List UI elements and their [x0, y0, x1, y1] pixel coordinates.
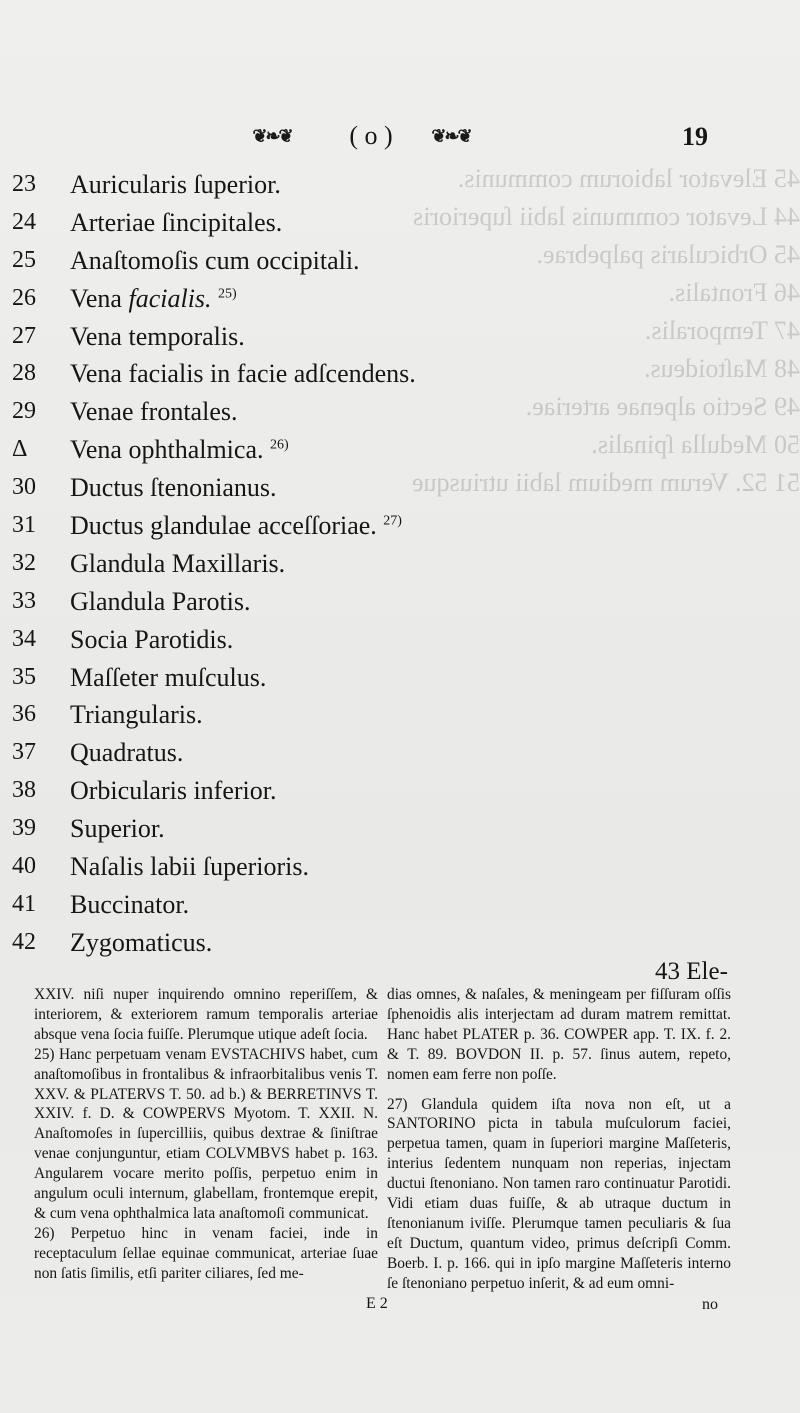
legend-text	[70, 507, 402, 545]
legend-row	[0, 924, 560, 962]
header-center-mark: ( o )	[349, 121, 393, 150]
footnotes-left-column	[34, 985, 378, 1284]
show-through-line: 47 Temporalis.	[644, 316, 800, 345]
legend-number: 33	[12, 587, 36, 614]
legend-number: 31	[12, 512, 36, 539]
legend-text	[70, 469, 277, 507]
legend-label: Anaſtomoſis cum occipitali.	[70, 245, 360, 275]
legend-number: 36	[12, 701, 36, 728]
legend-row	[0, 507, 560, 545]
ornament-right-icon: ❦❧❦	[431, 126, 471, 146]
legend-number: 23	[12, 171, 36, 197]
legend-row	[0, 280, 560, 318]
legend-number: 27	[12, 322, 36, 349]
legend-number: 41	[12, 890, 36, 917]
legend-label: Vena temporalis.	[70, 321, 245, 351]
legend-label: Ductus ſtenonianus.	[70, 473, 277, 503]
legend-text	[70, 886, 189, 924]
legend-number: 28	[12, 360, 36, 387]
legend-number: 40	[12, 853, 36, 880]
legend-text	[70, 734, 183, 772]
legend-text	[70, 242, 360, 280]
footer-catchword: no	[702, 1296, 718, 1313]
legend-number: 37	[12, 739, 36, 766]
legend-row	[0, 583, 560, 621]
legend-label: Vena	[70, 283, 129, 313]
legend-text	[70, 355, 416, 393]
legend-label: Triangularis.	[70, 700, 203, 730]
legend-text	[70, 810, 165, 848]
legend-row	[0, 659, 560, 697]
legend-number: 34	[12, 625, 36, 652]
legend-number: 32	[12, 549, 36, 576]
footnote-reference: 26)	[270, 437, 289, 453]
running-header	[0, 118, 800, 158]
legend-text	[70, 204, 282, 242]
legend-row	[0, 204, 560, 242]
footnote-paragraph: XXIV. niſi nuper inquirendo omnino reperiſſem, & interiorem, & exteriorem ramum temporalis arteriae absque vena ſocia fuiſſe. Plerumque utique adeſt ſocia.	[34, 986, 378, 1043]
figure-legend-list	[0, 166, 560, 962]
legend-number: 29	[12, 398, 36, 425]
legend-row	[0, 734, 560, 772]
legend-text	[70, 621, 233, 659]
show-through-line: 51 52. Verum medium labii utriusque	[411, 468, 800, 497]
legend-number: 30	[12, 474, 36, 501]
legend-number: 26	[12, 284, 36, 311]
show-through-line: 50 Medulla ſpinalis.	[591, 430, 800, 459]
legend-text	[70, 431, 289, 469]
legend-text	[70, 659, 266, 697]
legend-label: Maſſeter muſculus.	[70, 662, 267, 692]
legend-label: Vena facialis in facie adſcendens.	[70, 359, 416, 389]
legend-text	[70, 583, 251, 621]
legend-number: 42	[12, 928, 36, 955]
legend-row	[0, 166, 560, 204]
legend-label: Orbicularis inferior.	[70, 776, 277, 806]
legend-row	[0, 545, 560, 583]
legend-label: Quadratus.	[70, 738, 184, 768]
legend-row	[0, 810, 560, 848]
legend-row	[0, 696, 560, 734]
signature-mark: E 2	[366, 1295, 388, 1312]
legend-row	[0, 469, 560, 507]
legend-label: Socia Parotidis.	[70, 624, 234, 654]
legend-row	[0, 318, 560, 356]
legend-catchword: 43 Ele-	[655, 958, 728, 985]
legend-number: 24	[12, 208, 36, 235]
show-through-line: 49 Sectio alpenae arteriae.	[525, 392, 800, 421]
footnote-paragraph: 26) Perpetuo hinc in venam faciei, inde in receptaculum ſellae equinae communicat, arteriae ſuae non ſatis ſimilis, etſi pariter ciliares, ſed me-	[34, 1224, 378, 1282]
legend-number: 39	[12, 815, 36, 842]
legend-number: Δ	[12, 436, 28, 463]
show-through-line: 44 Levator communis labii ſuperioris	[412, 202, 800, 231]
legend-text	[70, 545, 285, 583]
legend-text	[70, 772, 277, 810]
footnote-paragraph: 27) Glandula quidem iſta nova non eſt, ut a SANTORINO picta in tabula muſculorum faciei, perpetua tamen, quam in ſuperiori margine Maſſeteris, interius ſedentem nunquam non reperias, injectam ductui ſtenoniano. Non tamen raro continuatur Parotidi. Vidi etiam duas fuiſſe, & ab utraque ductum in ſtenonianum iviſſe. Plerumque tamen peculiaris & ſua eſt Ductum, quantum video, primus deſcripſi Comm. Boerb. I. p. 166. qui in ipſo margine Maſſeteris interno ſe ſtenoniano perpetuo inſerit, & ad eum omni-	[387, 1095, 731, 1292]
page-number: 19	[682, 122, 708, 151]
legend-text	[70, 848, 309, 886]
show-through-line: 45 Elevator labiorum communis.	[457, 164, 800, 193]
show-through-line: 45 Orbicularis palpebrae.	[536, 240, 800, 269]
legend-number: 35	[12, 663, 36, 690]
legend-text	[70, 318, 245, 356]
legend-row	[0, 242, 560, 280]
footnote-paragraph: 25) Hanc perpetuam venam EVSTACHIVS habet, cum anaſtomoſibus in frontalibus & infraorbitalibus venis T. XXV. & PLATERVS T. 50. ad b.) & BERRETINVS T. XXIV. f. D. & COWPERVS Myotom. T. XXII. N. Anaſtomoſes in ſupercilliis, quibus dextrae & ſiniſtrae venae conjunguntur, etiam COLVMBVS habet p. 163. Angularem vocare merito poſſis, perpetuo enim in angulum oculi internum, glabellam, frontemque erepit, & cum vena ophthalmica lata anaſtomoſi communicat.	[34, 1045, 378, 1222]
legend-row	[0, 848, 560, 886]
legend-number: 25	[12, 246, 36, 273]
legend-text	[70, 280, 237, 318]
legend-row	[0, 886, 560, 924]
legend-label: Glandula Maxillaris.	[70, 548, 286, 578]
legend-text	[70, 166, 281, 204]
legend-label: Ductus glandulae acceſſoriae.	[70, 511, 377, 541]
legend-label: Vena ophthalmica.	[70, 435, 264, 465]
legend-label: Zygomaticus.	[70, 927, 213, 957]
footnote-reference: 25)	[218, 286, 237, 302]
legend-number: 38	[12, 777, 36, 804]
show-through-line: 48 Maſtoideus.	[644, 354, 800, 383]
legend-label-italic: facialis.	[128, 283, 212, 313]
legend-label: Buccinator.	[70, 889, 190, 919]
show-through-line: 46 Frontalis.	[668, 278, 800, 307]
legend-row	[0, 772, 560, 810]
footnote-paragraph: dias omnes, & naſales, & meningeam per fiſſuram oſſis ſphenoidis alis interjectam ad duram matrem remittat. Hanc habet PLATER p. 36. COWPER app. T. IX. f. 2. & T. 89. BOVDON II. p. 57. ſinus autem, repeto, nomen eam ferre non poſſe.	[387, 986, 731, 1083]
legend-text	[70, 393, 237, 431]
legend-label: Arteriae ſincipitales.	[70, 207, 283, 237]
footnote-reference: 27)	[383, 513, 402, 529]
legend-label: Glandula Parotis.	[70, 586, 251, 616]
legend-row	[0, 393, 560, 431]
legend-text	[70, 924, 212, 962]
legend-label: Superior.	[70, 814, 165, 844]
legend-label: Venae frontales.	[70, 397, 238, 427]
legend-text	[70, 696, 203, 734]
ornament-left-icon: ❦❧❦	[252, 126, 292, 146]
legend-row	[0, 621, 560, 659]
legend-label: Naſalis labii ſuperioris.	[70, 852, 310, 882]
legend-row	[0, 355, 560, 393]
footnotes-right-column	[387, 985, 731, 1294]
legend-label: Auricularis ſuperior.	[70, 170, 281, 199]
legend-row	[0, 431, 560, 469]
